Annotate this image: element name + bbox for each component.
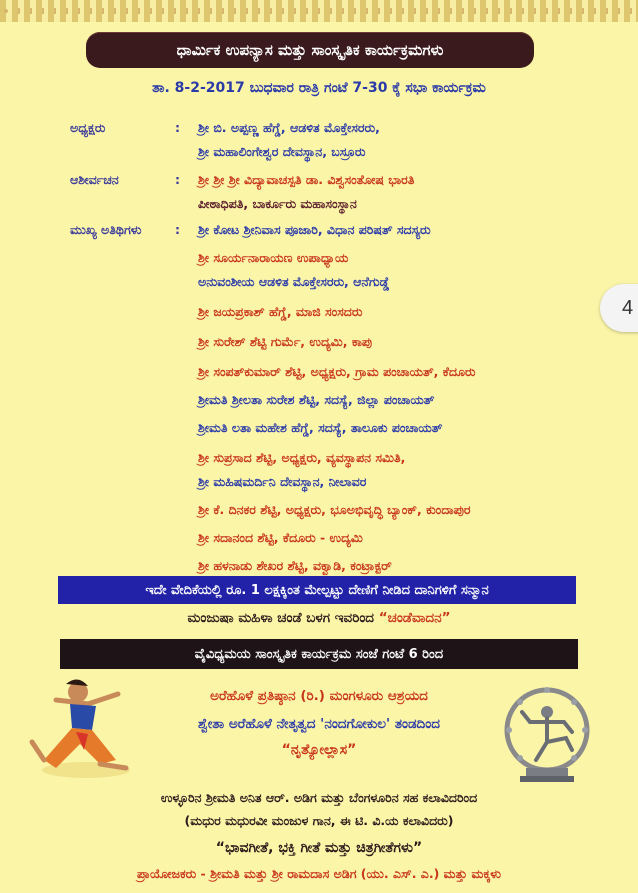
- arehole-line-2: ಶ್ವೇತಾ ಅರೆಹೊಳೆ ನೇತೃತ್ವದ 'ನಂದಗೋಕುಲ' ತಂಡದಿಂದ: [198, 716, 440, 732]
- guest-line: ಶ್ರೀ ಸುಪ್ರಸಾದ ಶೆಟ್ಟಿ, ಅಧ್ಯಕ್ಷರು, ವ್ಯವಸ್ಥಾಪನ ಸಮಿತಿ,: [198, 450, 406, 465]
- songs-title: “ಭಾವಗೀತೆ, ಭಕ್ತಿ ಗೀತೆ ಮತ್ತು ಚಿತ್ರಗೀತೆಗಳು”: [215, 840, 423, 856]
- guests-label: ಮುಖ್ಯ ಅತಿಥಿಗಳು: [70, 222, 142, 237]
- blessing-line-1: ಶ್ರೀ ಶ್ರೀ ಶ್ರೀ ವಿದ್ಯಾವಾಚಸ್ಪತಿ ಡಾ. ವಿಶ್ವಸಂತೋಷ ಭಾರತಿ: [198, 172, 415, 187]
- sponsors-line: ಪ್ರಾಯೋಜಕರು - ಶ್ರೀಮತಿ ಮತ್ತು ಶ್ರೀ ರಾಮದಾಸ ಅಡಿಗ (ಯು. ಎಸ್. ಎ.) ಮತ್ತು ಮಕ್ಕಳು: [136, 866, 502, 881]
- blessing-line-2: ಪೀಠಾಧಿಪತಿ, ಬಾರ್ಕೂರು ಮಹಾಸಂಸ್ಥಾನ: [198, 196, 357, 211]
- page-number-badge[interactable]: 4: [600, 284, 638, 332]
- singers-line-1: ಉಳ್ಳೂರಿನ ಶ್ರೀಮತಿ ಅನಿತ ಆರ್. ಅಡಿಗ ಮತ್ತು ಬೆಂಗಳೂರಿನ ಸಹ ಕಲಾವಿದರಿಂದ: [160, 790, 478, 805]
- colon: :: [175, 172, 180, 187]
- page-title: ಧಾರ್ಮಿಕ ಉಪನ್ಯಾಸ ಮತ್ತು ಸಾಂಸ್ಕೃತಿಕ ಕಾರ್ಯಕ್ರಮಗಳು: [86, 32, 534, 68]
- guest-line: ಶ್ರೀ ಸೂರ್ಯನಾರಾಯಣ ಉಪಾಧ್ಯಾಯ: [198, 250, 349, 265]
- arehole-line-1: ಅರೆಹೊಳೆ ಪ್ರತಿಷ್ಠಾನ (ರಿ.) ಮಂಗಳೂರು ಆಶ್ರಯದ: [210, 688, 428, 704]
- guest-line: ಶ್ರೀ ಜಯಪ್ರಕಾಶ್ ಹೆಗ್ಡೆ, ಮಾಜಿ ಸಂಸದರು: [198, 304, 363, 319]
- cultural-banner: ವೈವಿಧ್ಯಮಯ ಸಾಂಸ್ಕೃತಿಕ ಕಾರ್ಯಕ್ರಮ ಸಂಜೆ ಗಂಟೆ 6 ರಿಂದ: [60, 639, 578, 669]
- chende-line: [0, 610, 638, 626]
- event-dateline: ತಾ. 8-2-2017 ಬುಧವಾರ ರಾತ್ರಿ ಗಂಟೆ 7-30 ಕ್ಕೆ ಸಭಾ ಕಾರ್ಯಕ್ರಮ: [152, 80, 486, 96]
- guest-line: ಶ್ರೀಮತಿ ಲತಾ ಮಹೇಶ ಹೆಗ್ಡೆ, ಸದಸ್ಯೆ, ತಾಲೂಕು ಪಂಚಾಯತ್: [198, 420, 443, 435]
- guest-line: ಶ್ರೀಮತಿ ಶ್ರೀಲತಾ ಸುರೇಶ ಶೆಟ್ಟಿ, ಸದಸ್ಯೆ, ಜಿಲ್ಲಾ ಪಂಚಾಯತ್: [198, 392, 435, 407]
- singers-line-2: (ಮಧುರ ಮಧುರವೀ ಮಂಜುಳ ಗಾನ, ಈ ಟಿ. ವಿ.ಯ ಕಲಾವಿದರು): [184, 813, 454, 828]
- chende-prefix: ಮಂಜುಷಾ ಮಹಿಳಾ ಚಂಡೆ ಬಳಗ ಇವರಿಂದ: [187, 610, 375, 626]
- guest-line: ಅನುವಂಶೀಯ ಆಡಳಿತ ಮೊಕ್ತೇಸರರು, ಆನೆಗುಡ್ಡೆ: [198, 274, 390, 289]
- guest-line: ಶ್ರೀ ಕೆ. ದಿನಕರ ಶೆಟ್ಟಿ, ಅಧ್ಯಕ್ಷರು, ಭೂಅಭಿವೃದ್ಧಿ ಬ್ಯಾಂಕ್, ಕುಂದಾಪುರ: [198, 502, 471, 517]
- guest-line: ಶ್ರೀ ಸದಾನಂದ ಶೆಟ್ಟಿ, ಕೆದೂರು - ಉದ್ಯಮಿ: [198, 530, 363, 545]
- guest-line: ಶ್ರೀ ಕೋಟ ಶ್ರೀನಿವಾಸ ಪೂಜಾರಿ, ವಿಧಾನ ಪರಿಷತ್ ಸದಸ್ಯರು: [198, 222, 431, 237]
- guest-line: ಶ್ರೀ ಹಳನಾಡು ಶೇಖರ ಶೆಟ್ಟಿ, ವಕ್ವಾಡಿ, ಕಂಟ್ರಾಕ್ಟರ್: [198, 558, 392, 573]
- decorative-border: [0, 0, 638, 22]
- nrityollasa-title: “ನೃತ್ಯೋಲ್ಲಾಸ”: [281, 742, 357, 758]
- chende-highlight: “ಚಂಡೆವಾದನ”: [378, 610, 451, 626]
- president-line-2: ಶ್ರೀ ಮಹಾಲಿಂಗೇಶ್ವರ ದೇವಸ್ಥಾನ, ಬಸ್ರೂರು: [198, 144, 366, 159]
- president-line-1: ಶ್ರೀ ಬಿ. ಅಪ್ಪಣ್ಣ ಹೆಗ್ಡೆ, ಆಡಳಿತ ಮೊಕ್ತೇಸರರು,: [198, 120, 380, 135]
- donation-banner: ಇದೇ ವೇದಿಕೆಯಲ್ಲಿ ರೂ. 1 ಲಕ್ಷಕ್ಕಿಂತ ಮೇಲ್ಪಟ್ಟು ದೇಣಿಗೆ ನೀಡಿದ ದಾನಿಗಳಿಗೆ ಸನ್ಮಾನ: [58, 576, 576, 604]
- guest-line: ಶ್ರೀ ಸುರೇಶ್ ಶೆಟ್ಟಿ ಗುರ್ಮೆ, ಉದ್ಯಮಿ, ಕಾಪು: [198, 334, 373, 349]
- guest-line: ಶ್ರೀ ಮಹಿಷಮರ್ದಿನಿ ದೇವಸ್ಥಾನ, ನೀಲಾವರ: [198, 474, 367, 489]
- guest-line: ಶ್ರೀ ಸಂಪತ್‌ಕುಮಾರ್ ಶೆಟ್ಟಿ, ಅಧ್ಯಕ್ಷರು, ಗ್ರಾಮ ಪಂಚಾಯತ್, ಕೆದೂರು: [198, 364, 476, 379]
- colon: :: [175, 222, 180, 237]
- blessing-label: ಆಶೀರ್ವಚನ: [70, 172, 119, 187]
- president-label: ಅಧ್ಯಕ್ಷರು: [70, 120, 106, 135]
- colon: :: [175, 120, 180, 135]
